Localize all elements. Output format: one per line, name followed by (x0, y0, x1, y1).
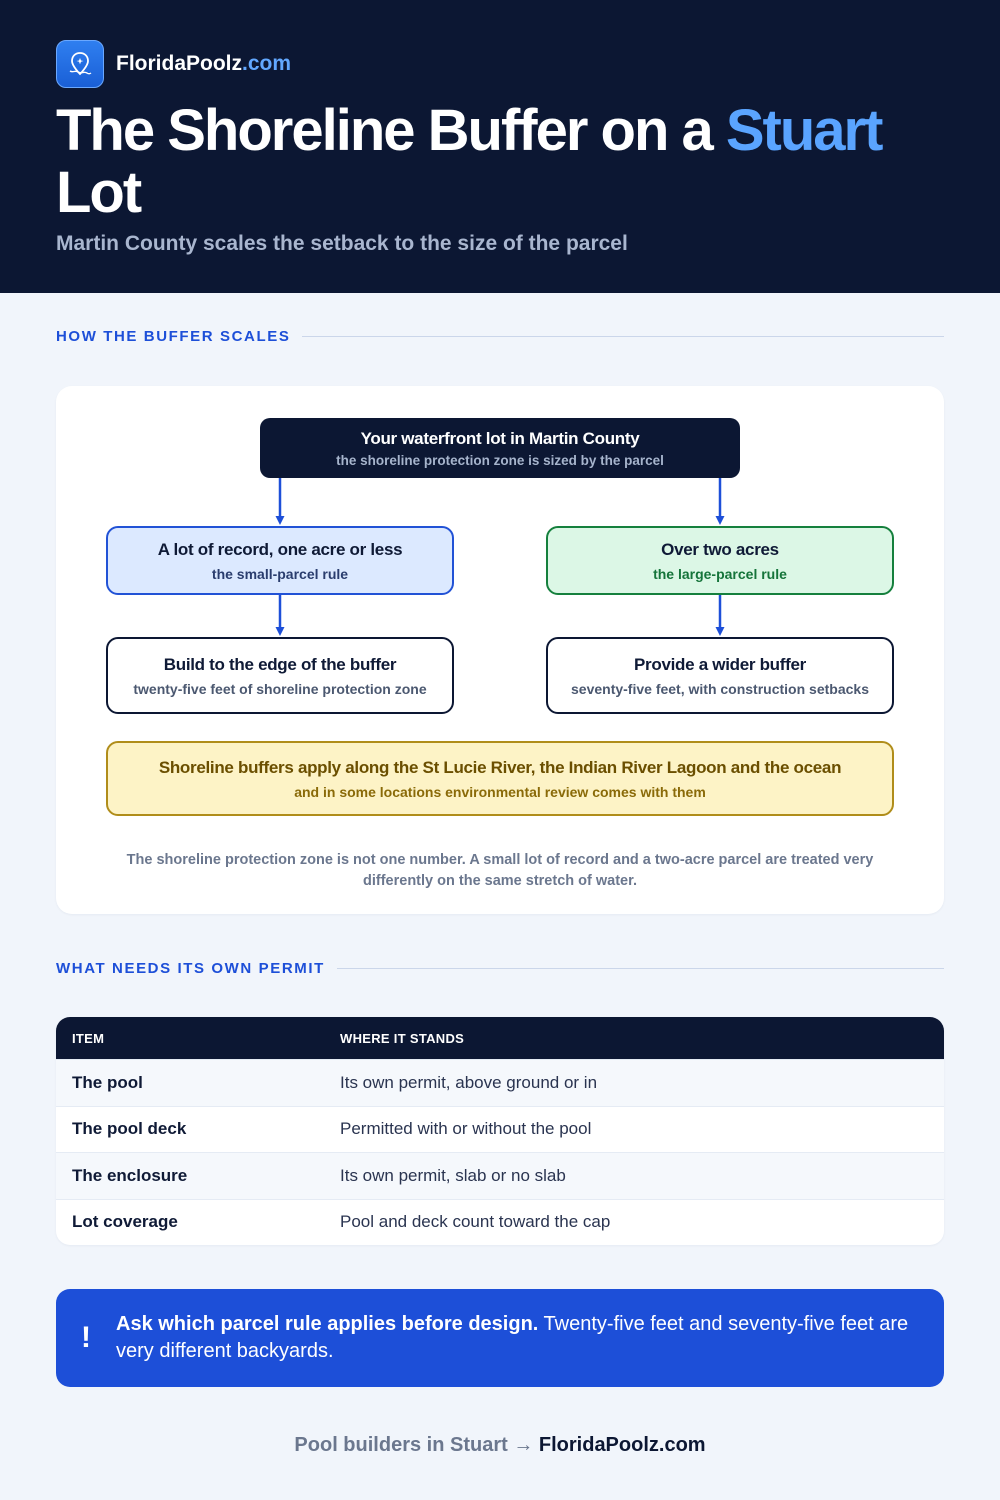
brand-name: FloridaPoolz.com (116, 52, 292, 75)
flow-node-small-outcome: Build to the edge of the buffer twenty-five feet of shoreline protection zone (106, 637, 454, 714)
footer: Pool builders in Stuart → FloridaPoolz.com (294, 1434, 706, 1456)
brand[interactable] (56, 40, 291, 88)
table-row (56, 1199, 944, 1246)
table-row (56, 1152, 944, 1199)
callout-text: Ask which parcel rule applies before design. Twenty-five feet and seventy-five feet are very different backyards. (116, 1313, 909, 1362)
arrow-down-icon (275, 478, 285, 526)
flowchart-note: The shoreline protection zone is not one number. A small lot of record and a two-acre parcel are treated very differently on the same stretch of water. (126, 852, 874, 889)
table-cell-item: The enclosure (72, 1165, 188, 1185)
flow-node-small-parcel: A lot of record, one acre or less the small-parcel rule (106, 526, 454, 595)
section-divider (302, 336, 944, 337)
flow-node-large-outcome: Provide a wider buffer seventy-five feet, with construction setbacks (546, 637, 894, 714)
exclamation-icon: ! (81, 1321, 91, 1354)
column-header-item: ITEM (72, 1030, 105, 1046)
permit-table (56, 1017, 944, 1245)
table-cell-item: The pool (72, 1072, 143, 1092)
footer-link[interactable]: FloridaPoolz.com (538, 1434, 706, 1456)
flow-banner-waterways: Shoreline buffers apply along the St Lucie River, the Indian River Lagoon and the ocean and in some locations environmental review comes with them (106, 741, 894, 816)
arrow-down-icon (715, 595, 725, 637)
table-cell-status: Its own permit, above ground or in (340, 1072, 598, 1092)
page-title: The Shoreline Buffer on a Stuart Lot (56, 98, 882, 225)
table-cell-item: Lot coverage (72, 1212, 178, 1232)
flow-node-large-parcel: Over two acres the large-parcel rule (546, 526, 894, 595)
table-header (56, 1017, 944, 1059)
page-subtitle: Martin County scales the setback to the size of the parcel (56, 232, 628, 255)
map-pin-icon (56, 40, 104, 88)
table-cell-status: Pool and deck count toward the cap (340, 1212, 611, 1232)
arrow-down-icon (715, 478, 725, 526)
table-cell-status: Its own permit, slab or no slab (340, 1165, 566, 1185)
flowchart-card (56, 386, 944, 914)
section-heading-permits: WHAT NEEDS ITS OWN PERMIT (56, 960, 944, 977)
table-row (56, 1106, 944, 1153)
section-divider (337, 968, 944, 969)
arrow-down-icon (275, 595, 285, 637)
hero-header (0, 0, 1000, 293)
section-heading-buffer: HOW THE BUFFER SCALES (56, 328, 944, 345)
advice-callout (56, 1289, 944, 1387)
flow-node-root: Your waterfront lot in Martin County the shoreline protection zone is sized by the parcel (260, 418, 740, 478)
column-header-status: WHERE IT STANDS (340, 1030, 465, 1046)
table-row (56, 1059, 944, 1106)
table-cell-item: The pool deck (72, 1119, 187, 1139)
table-cell-status: Permitted with or without the pool (340, 1119, 592, 1139)
title-accent: Stuart (725, 98, 882, 163)
